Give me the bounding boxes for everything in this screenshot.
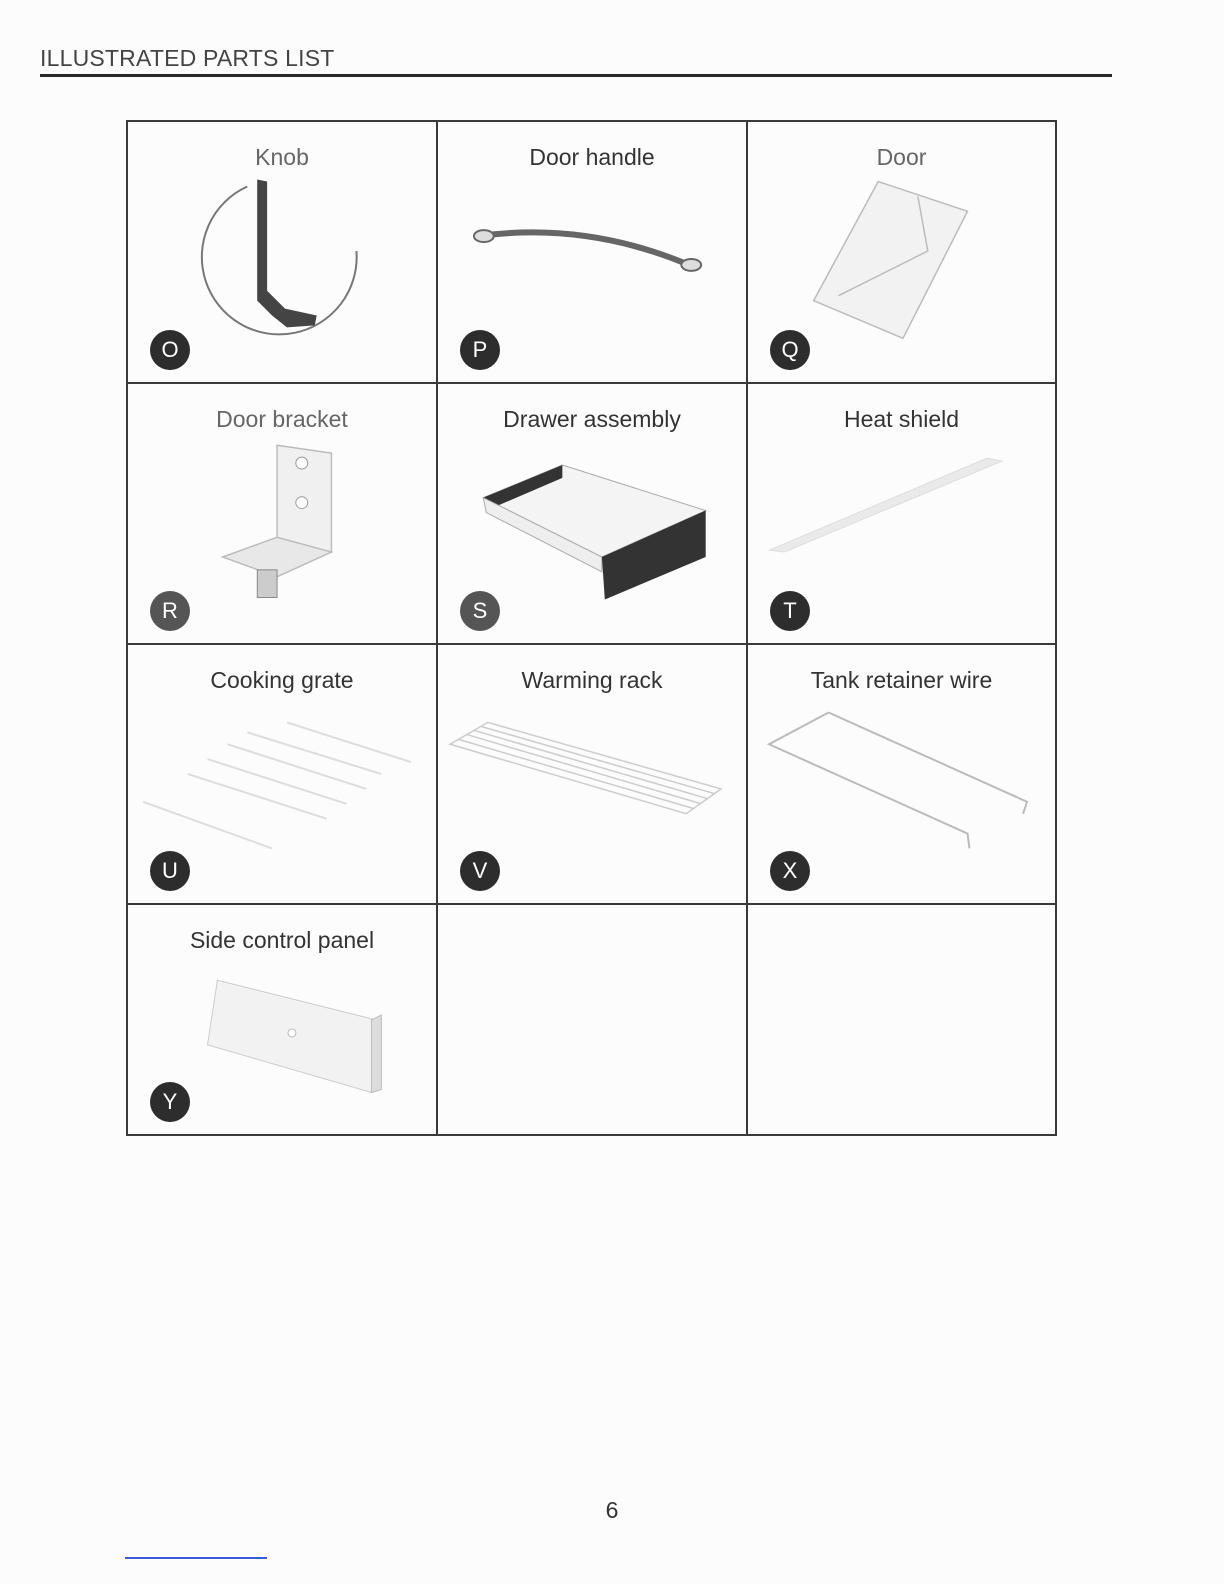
part-label: Warming rack	[521, 667, 663, 693]
part-cell-knob	[128, 122, 438, 384]
part-cell-door-handle	[438, 122, 748, 384]
part-letter-badge: X	[770, 851, 810, 891]
part-letter-badge: S	[460, 591, 500, 631]
part-label: Cooking grate	[210, 667, 354, 693]
parts-grid	[126, 120, 1057, 1136]
page-number: 6	[605, 1497, 619, 1523]
empty-cell	[748, 905, 1055, 1134]
part-cell-door-bracket	[128, 384, 438, 645]
page-header-title: ILLUSTRATED PARTS LIST	[40, 45, 335, 71]
part-label: Door	[876, 144, 927, 170]
part-label: Side control panel	[189, 927, 375, 953]
part-cell-drawer-assembly	[438, 384, 748, 645]
part-cell-door	[748, 122, 1055, 384]
part-label: Heat shield	[843, 406, 960, 432]
part-label: Knob	[255, 144, 309, 170]
header-rule	[40, 74, 1112, 77]
part-label: Tank retainer wire	[810, 667, 993, 693]
part-letter-badge: P	[460, 330, 500, 370]
part-cell-tank-retainer-wire	[748, 645, 1055, 905]
part-label: Drawer assembly	[503, 406, 681, 432]
part-label: Door bracket	[216, 406, 348, 432]
part-letter-badge: Q	[770, 330, 810, 370]
part-letter-badge: R	[150, 591, 190, 631]
part-letter-badge: T	[770, 591, 810, 631]
part-cell-side-control-panel	[128, 905, 438, 1134]
part-letter-badge: Y	[150, 1082, 190, 1122]
part-label: Door handle	[529, 144, 655, 170]
part-letter-badge: V	[460, 851, 500, 891]
part-cell-cooking-grate	[128, 645, 438, 905]
part-cell-heat-shield	[748, 384, 1055, 645]
empty-cell	[438, 905, 748, 1134]
part-letter-badge: O	[150, 330, 190, 370]
footer-link-underline[interactable]	[125, 1557, 267, 1559]
part-letter-badge: U	[150, 851, 190, 891]
part-cell-warming-rack	[438, 645, 748, 905]
